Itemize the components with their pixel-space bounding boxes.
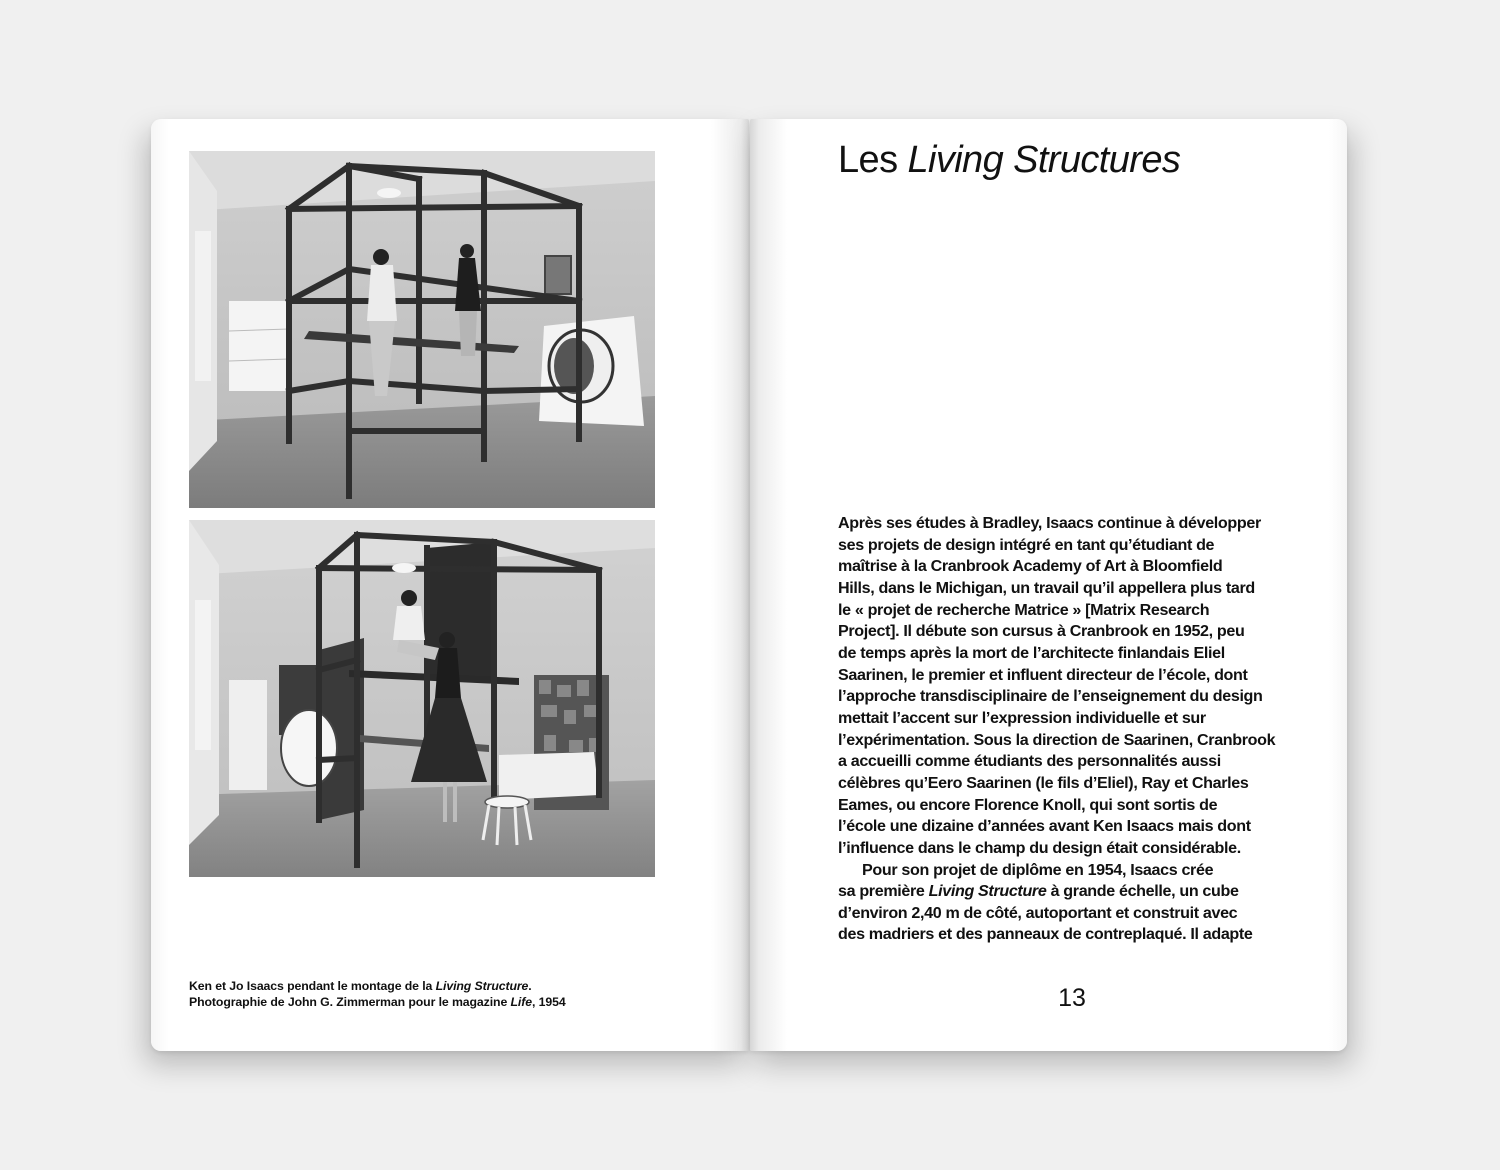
right-page bbox=[750, 119, 1347, 1051]
body-line: célèbres qu’Eero Saarinen (le fils d’Eliel), Ray et Charles bbox=[838, 773, 1249, 792]
body-line: ses projets de design intégré en tant qu’étudiant de bbox=[838, 535, 1215, 554]
body-line: a accueilli comme étudiants des personnalités aussi bbox=[838, 752, 1221, 771]
para2-line2-prefix: sa première bbox=[838, 882, 929, 901]
photo-caption bbox=[189, 978, 709, 1010]
body-line: Après ses études à Bradley, Isaacs continue à développer bbox=[838, 514, 1261, 532]
body-line: Hills, dans le Michigan, un travail qu’il appellera plus tard bbox=[838, 578, 1255, 597]
caption-line-1-text: Ken et Jo Isaacs pendant le montage de la bbox=[189, 979, 436, 993]
caption-line-1-suffix: . bbox=[528, 979, 532, 993]
body-line: l’école une dizaine d’années avant Ken Isaacs mais dont bbox=[838, 817, 1251, 836]
body-line: mettait l’accent sur l’expression individuelle et sur bbox=[838, 708, 1206, 727]
body-line: le « projet de recherche Matrice » [Matrix Research bbox=[838, 600, 1210, 619]
body-line-para2-start: Pour son projet de diplôme en 1954, Isaacs crée bbox=[862, 860, 1214, 879]
caption-line-2-italic: Life bbox=[510, 995, 532, 1009]
para2-line2-italic: Living Structure bbox=[928, 882, 1047, 901]
caption-line-2-suffix: , 1954 bbox=[531, 995, 566, 1009]
chapter-title-prefix: Les bbox=[838, 139, 908, 181]
body-line-para2-4: des madriers et des panneaux de contreplaqué. Il adapte bbox=[838, 925, 1253, 944]
caption-line-1 bbox=[189, 979, 532, 993]
page-number: 13 bbox=[1058, 984, 1086, 1012]
photo-frame-assembly bbox=[189, 151, 655, 508]
body-line: Saarinen, le premier et influent directeur de l’école, dont bbox=[838, 665, 1248, 684]
photo-frame-assembly-image bbox=[189, 151, 655, 508]
body-line: Project]. Il débute son cursus à Cranbrook en 1952, peu bbox=[838, 622, 1245, 641]
photo-living-structure bbox=[189, 520, 655, 877]
chapter-title-italic: Living Structures bbox=[907, 139, 1181, 181]
photo-living-structure-image bbox=[189, 520, 655, 877]
caption-line-2-text: Photographie de John G. Zimmerman pour le magazine bbox=[189, 995, 511, 1009]
body-line-para2-2 bbox=[838, 881, 1310, 903]
left-page bbox=[151, 119, 749, 1051]
body-line: maîtrise à la Cranbrook Academy of Art à Bloomfield bbox=[838, 557, 1223, 576]
caption-line-2 bbox=[189, 995, 566, 1009]
book-spread bbox=[151, 119, 1347, 1051]
para2-line2-suffix: à grande échelle, un cube bbox=[1046, 882, 1239, 901]
body-line-para2-3: d’environ 2,40 m de côté, autoportant et construit avec bbox=[838, 903, 1238, 922]
body-text bbox=[838, 513, 1310, 946]
body-line: l’influence dans le champ du design était considérable. bbox=[838, 838, 1241, 857]
caption-line-1-italic: Living Structure bbox=[435, 979, 529, 993]
body-line: l’approche transdisciplinaire de l’enseignement du design bbox=[838, 687, 1263, 706]
body-line: l’expérimentation. Sous la direction de Saarinen, Cranbrook bbox=[838, 730, 1276, 749]
chapter-title bbox=[838, 137, 1180, 183]
body-line: de temps après la mort de l’architecte finlandais Eliel bbox=[838, 643, 1225, 662]
body-line: Eames, ou encore Florence Knoll, qui sont sortis de bbox=[838, 795, 1218, 814]
